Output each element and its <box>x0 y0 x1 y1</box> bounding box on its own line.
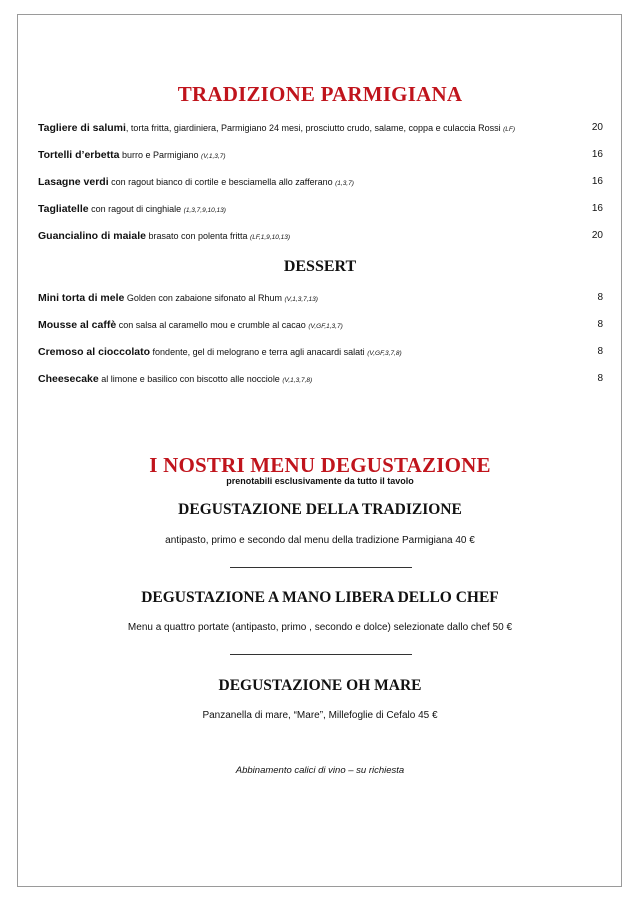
item-price: 16 <box>591 176 603 187</box>
item-allergens: (V,1,3,7,13) <box>284 296 318 303</box>
menu-item <box>38 373 603 385</box>
divider <box>230 654 412 655</box>
tasting-menu-description: antipasto, primo e secondo dal menu della tradizione Parmigiana 40 € <box>165 535 475 546</box>
section-title-dessert: DESSERT <box>283 258 357 275</box>
section-title-tradition: TRADIZIONE PARMIGIANA <box>177 82 463 106</box>
item-allergens: (LF,1,9,10,13) <box>250 234 291 241</box>
item-allergens: (V,GF,3,7,8) <box>367 350 402 357</box>
item-price: 20 <box>591 122 603 133</box>
item-price: 16 <box>591 203 603 214</box>
item-allergens: (1,3,7) <box>335 180 354 187</box>
item-allergens: (1,3,7,9,10,13) <box>183 207 226 214</box>
item-name: Mousse al caffè <box>38 319 117 331</box>
item-allergens: (V,1,3,7) <box>201 153 226 160</box>
menu-item <box>38 122 603 134</box>
item-name: Tortelli d’erbetta <box>38 149 120 161</box>
tasting-menu-title: DEGUSTAZIONE OH MARE <box>218 677 422 694</box>
item-allergens: (LF) <box>503 126 516 133</box>
wine-pairing-note: Abbinamento calici di vino – su richiesta <box>235 765 405 776</box>
menu-item <box>38 149 603 161</box>
tasting-menu-description: Panzanella di mare, “Mare”, Millefoglie di Cefalo 45 € <box>202 710 438 721</box>
tasting-menu-description: Menu a quattro portate (antipasto, primo , secondo e dolce) selezionate dallo chef 50 € <box>127 622 513 633</box>
section-title-tasting: I NOSTRI MENU DEGUSTAZIONE <box>149 453 491 477</box>
item-description: brasato con polenta fritta <box>145 231 248 241</box>
item-description: fondente, gel di melograno e terra agli anacardi salati <box>150 347 365 357</box>
item-price: 8 <box>597 292 603 303</box>
item-description: con salsa al caramello mou e crumble al cacao <box>116 320 306 330</box>
item-name: Lasagne verdi <box>38 176 109 188</box>
item-allergens: (V,1,3,7,8) <box>282 377 313 384</box>
menu-item <box>38 346 603 358</box>
page-border <box>17 14 622 887</box>
item-price: 8 <box>597 346 603 357</box>
item-description: con ragout di cinghiale <box>88 204 182 214</box>
tasting-subtitle: prenotabili esclusivamente da tutto il tavolo <box>226 476 414 486</box>
tasting-menu-title: DEGUSTAZIONE DELLA TRADIZIONE <box>178 501 462 518</box>
item-price: 8 <box>597 373 603 384</box>
menu-item <box>38 203 603 215</box>
item-price: 8 <box>597 319 603 330</box>
item-name: Guancialino di maiale <box>38 230 146 242</box>
item-description: al limone e basilico con biscotto alle nocciole <box>98 374 280 384</box>
item-name: Tagliere di salumi <box>38 122 126 134</box>
item-name: Cheesecake <box>38 373 99 385</box>
menu-item <box>38 292 603 304</box>
menu-item <box>38 176 603 188</box>
item-name: Cremoso al cioccolato <box>38 346 151 358</box>
item-name: Tagliatelle <box>38 203 89 215</box>
menu-item <box>38 230 603 242</box>
item-description: Golden con zabaione sifonato al Rhum <box>124 293 282 303</box>
menu-item <box>38 319 603 331</box>
item-description: burro e Parmigiano <box>119 150 199 160</box>
divider <box>230 567 412 568</box>
item-description: , torta fritta, giardiniera, Parmigiano 24 mesi, prosciutto crudo, salame, coppa e culaccia Rossi <box>125 123 501 133</box>
tasting-menu-title: DEGUSTAZIONE A MANO LIBERA DELLO CHEF <box>141 589 499 606</box>
item-name: Mini torta di mele <box>38 292 125 304</box>
item-price: 16 <box>591 149 603 160</box>
item-description: con ragout bianco di cortile e besciamella allo zafferano <box>108 177 333 187</box>
item-allergens: (V,GF,1,3,7) <box>308 323 343 330</box>
item-price: 20 <box>591 230 603 241</box>
